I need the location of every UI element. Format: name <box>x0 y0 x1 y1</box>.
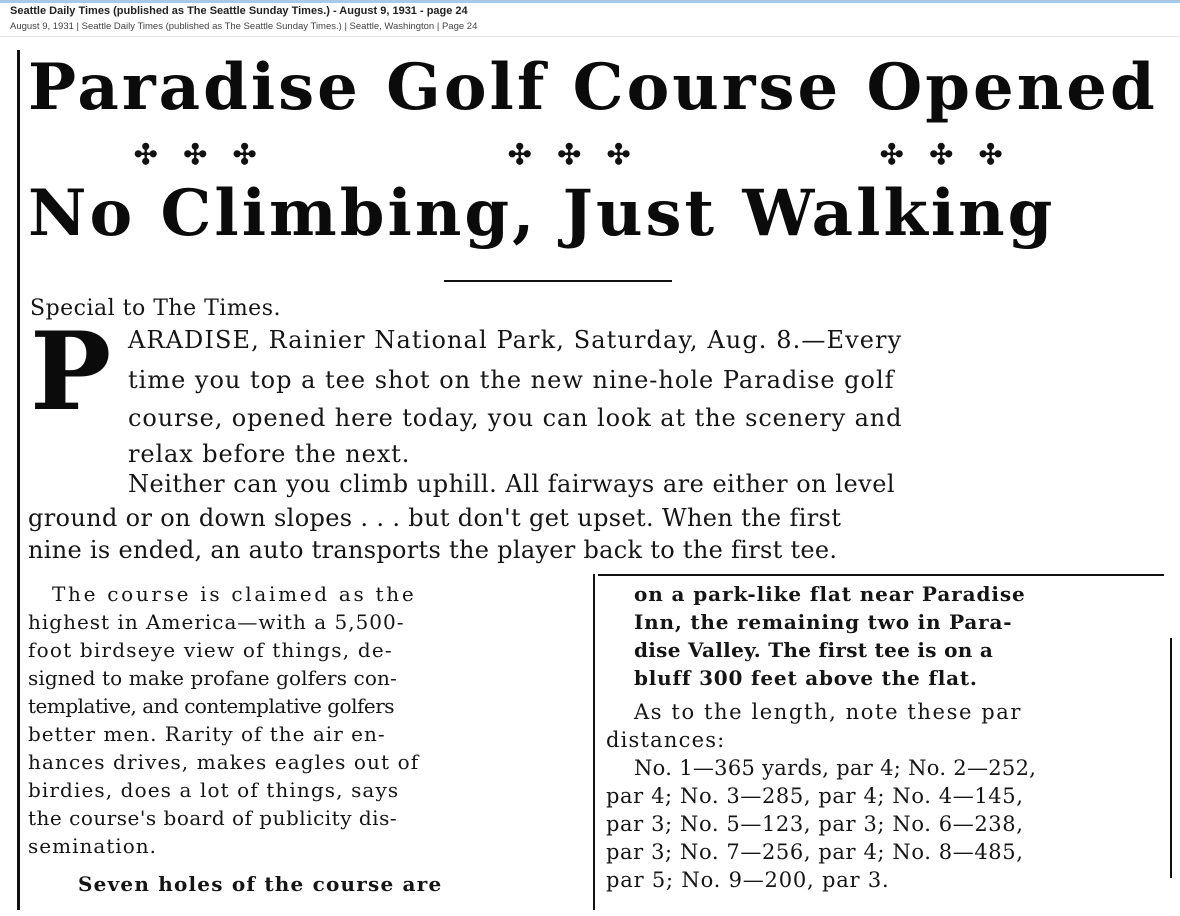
lead-line: course, opened here today, you can look at the scenery and <box>128 404 903 432</box>
ornament-left: ✣✣✣ <box>134 138 283 171</box>
right-col-line: No. 1—365 yards, par 4; No. 2—252, <box>634 756 1037 780</box>
right-col-line: par 3; No. 5—123, par 3; No. 6—238, <box>606 812 1024 836</box>
para2-line: ground or on down slopes . . . but don't get upset. When the first <box>28 504 842 532</box>
right-col-line: par 4; No. 3—285, par 4; No. 4—145, <box>606 784 1024 808</box>
ornament-center: ✣✣✣ <box>508 138 657 171</box>
right-col-line: bluff 300 feet above the flat. <box>634 666 978 690</box>
column-divider <box>593 574 595 910</box>
ornament-right: ✣✣✣ <box>880 138 1029 171</box>
right-col-line: As to the length, note these par <box>634 700 1023 724</box>
page-subtitle: August 9, 1931 | Seattle Daily Times (published as The Seattle Sunday Times.) | Seattle, Washington | Page 24 <box>10 21 478 32</box>
para2-line: nine is ended, an auto transports the player back to the first tee. <box>28 536 838 564</box>
para2-line: Neither can you climb uphill. All fairways are either on level <box>128 470 896 498</box>
dateline: Special to The Times. <box>30 296 281 321</box>
right-col-line: par 3; No. 7—256, par 4; No. 8—485, <box>606 840 1024 864</box>
left-col-line: Seven holes of the course are <box>78 872 443 896</box>
lead-line: relax before the next. <box>128 440 411 468</box>
right-col-line: par 5; No. 9—200, par 3. <box>606 868 890 892</box>
lead-line: ARADISE, Rainier National Park, Saturday, Aug. 8.—Every <box>128 326 903 354</box>
headline-divider <box>444 280 672 282</box>
left-margin-rule <box>17 50 20 910</box>
header-accent-bar <box>0 0 1180 3</box>
left-col-line: foot birdseye view of things, de- <box>28 638 393 662</box>
left-col-line: better men. Rarity of the air en- <box>28 722 386 746</box>
right-col-line: dise Valley. The first tee is on a <box>634 638 994 662</box>
column-top-rule <box>598 574 1164 576</box>
page-header <box>0 0 1180 37</box>
left-col-line: highest in America—with a 5,500- <box>28 610 405 634</box>
page-title: Seattle Daily Times (published as The Seattle Sunday Times.) - August 9, 1931 - page 24 <box>10 5 468 17</box>
drop-cap: P <box>30 309 112 435</box>
left-col-line: templative, and contemplative golfers <box>28 694 395 718</box>
newspaper-clipping <box>0 38 1180 916</box>
left-col-line: signed to make profane golfers con- <box>28 666 397 690</box>
lead-line: time you top a tee shot on the new nine-hole Paradise golf <box>128 366 895 394</box>
left-col-line: the course's board of publicity dis- <box>28 806 398 830</box>
headline-secondary: No Climbing, Just Walking <box>28 176 1056 251</box>
headline-main: Paradise Golf Course Opened <box>28 50 1158 125</box>
right-margin-rule <box>1170 638 1172 878</box>
right-col-line: distances: <box>606 728 726 752</box>
left-col-line: birdies, does a lot of things, says <box>28 778 400 802</box>
left-col-line: hances drives, makes eagles out of <box>28 750 420 774</box>
right-col-line: Inn, the remaining two in Para- <box>634 610 1013 634</box>
left-col-line: The course is claimed as the <box>52 582 417 606</box>
left-col-line: semination. <box>28 834 157 858</box>
right-col-line: on a park-like flat near Paradise <box>634 582 1026 606</box>
